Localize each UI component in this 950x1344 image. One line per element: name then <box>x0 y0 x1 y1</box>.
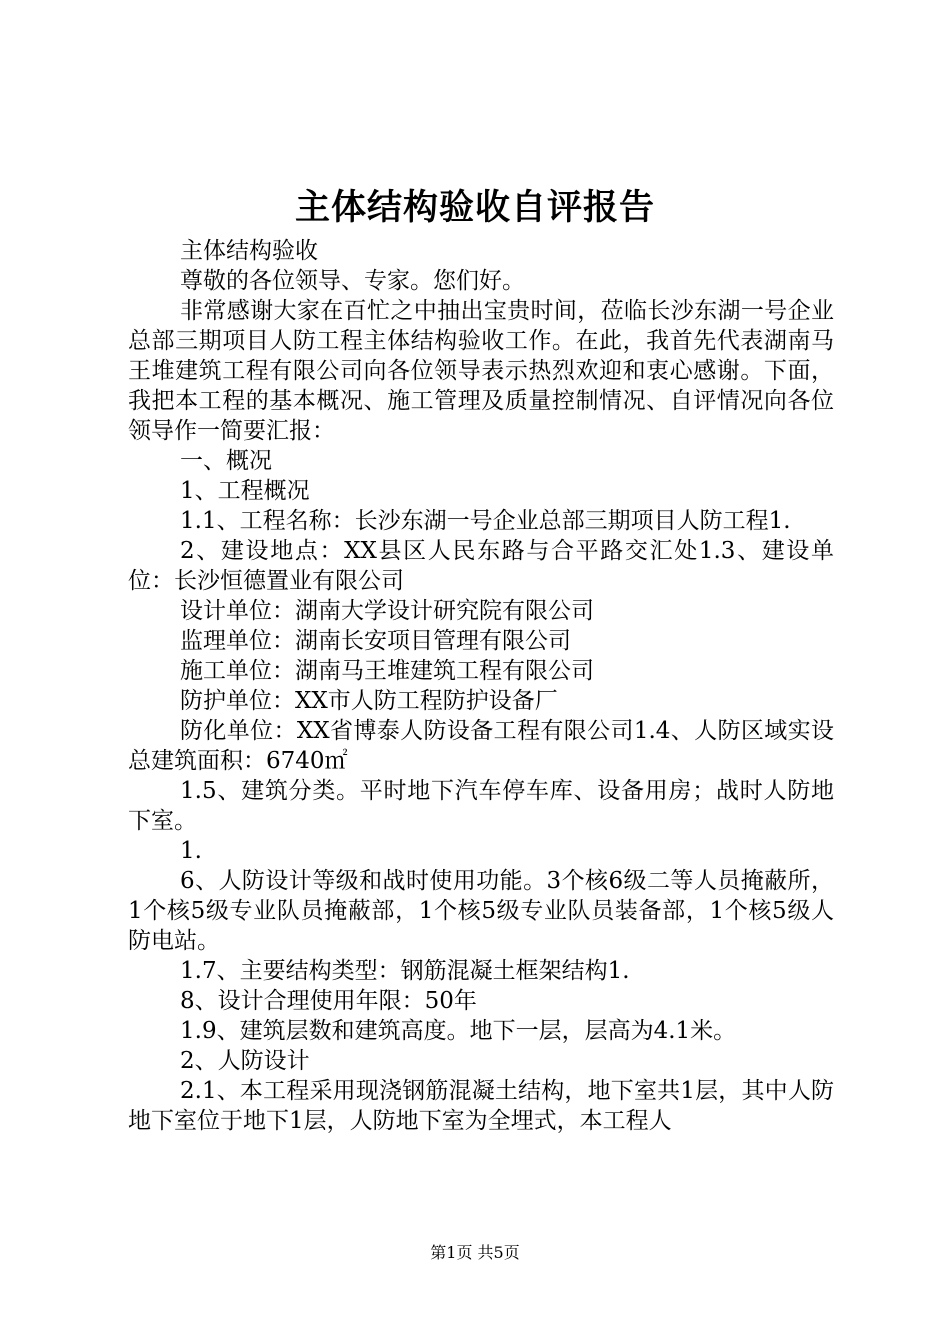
document-body <box>128 236 834 1136</box>
paragraph: 防化单位：XX省博泰人防设备工程有限公司1.4、人防区域实设总建筑面积：6740㎡ <box>128 718 834 774</box>
paragraph: 1. <box>180 838 202 864</box>
paragraph: 6、人防设计等级和战时使用功能。3个核6级二等人员掩蔽所，1个核5级专业队员掩蔽部，1个核5级专业队员装备部，1个核5级人防电站。 <box>128 868 834 954</box>
paragraph: 施工单位：湖南马王堆建筑工程有限公司 <box>180 658 594 684</box>
paragraph: 防护单位：XX市人防工程防护设备厂 <box>180 688 558 714</box>
paragraph: 尊敬的各位领导、专家。您们好。 <box>180 268 525 294</box>
paragraph: 1.5、建筑分类。平时地下汽车停车库、设备用房；战时人防地下室。 <box>128 778 834 834</box>
page-footer: 第1页 共5页 <box>430 1243 520 1262</box>
paragraph: 1.7、主要结构类型：钢筋混凝土框架结构1. <box>180 958 630 984</box>
paragraph: 非常感谢大家在百忙之中抽出宝贵时间，莅临长沙东湖一号企业总部三期项目人防工程主体结构验收工作。在此，我首先代表湖南马王堆建筑工程有限公司向各位领导表示热烈欢迎和衷心感谢。下面，我把本工程的基本概况、施工管理及质量控制情况、自评情况向各位领导作一简要汇报： <box>128 298 834 444</box>
paragraph: 监理单位：湖南长安项目管理有限公司 <box>180 628 571 654</box>
paragraph: 1.1、工程名称：长沙东湖一号企业总部三期项目人防工程1. <box>180 508 791 534</box>
paragraph: 1.9、建筑层数和建筑高度。地下一层，层高为4.1米。 <box>180 1018 737 1044</box>
paragraph: 一、概况 <box>180 448 272 474</box>
document-title: 主体结构验收自评报告 <box>294 188 655 228</box>
paragraph: 2.1、本工程采用现浇钢筋混凝土结构，地下室共1层，其中人防地下室位于地下1层，人防地下室为全埋式，本工程人 <box>128 1078 834 1134</box>
paragraph: 2、人防设计 <box>180 1048 310 1074</box>
paragraph: 1、工程概况 <box>180 478 310 504</box>
paragraph: 主体结构验收 <box>180 238 318 264</box>
paragraph: 2、建设地点：XX县区人民东路与合平路交汇处1.3、建设单位：长沙恒德置业有限公司 <box>128 538 834 594</box>
paragraph: 8、设计合理使用年限：50年 <box>180 988 477 1014</box>
paragraph: 设计单位：湖南大学设计研究院有限公司 <box>180 598 594 624</box>
